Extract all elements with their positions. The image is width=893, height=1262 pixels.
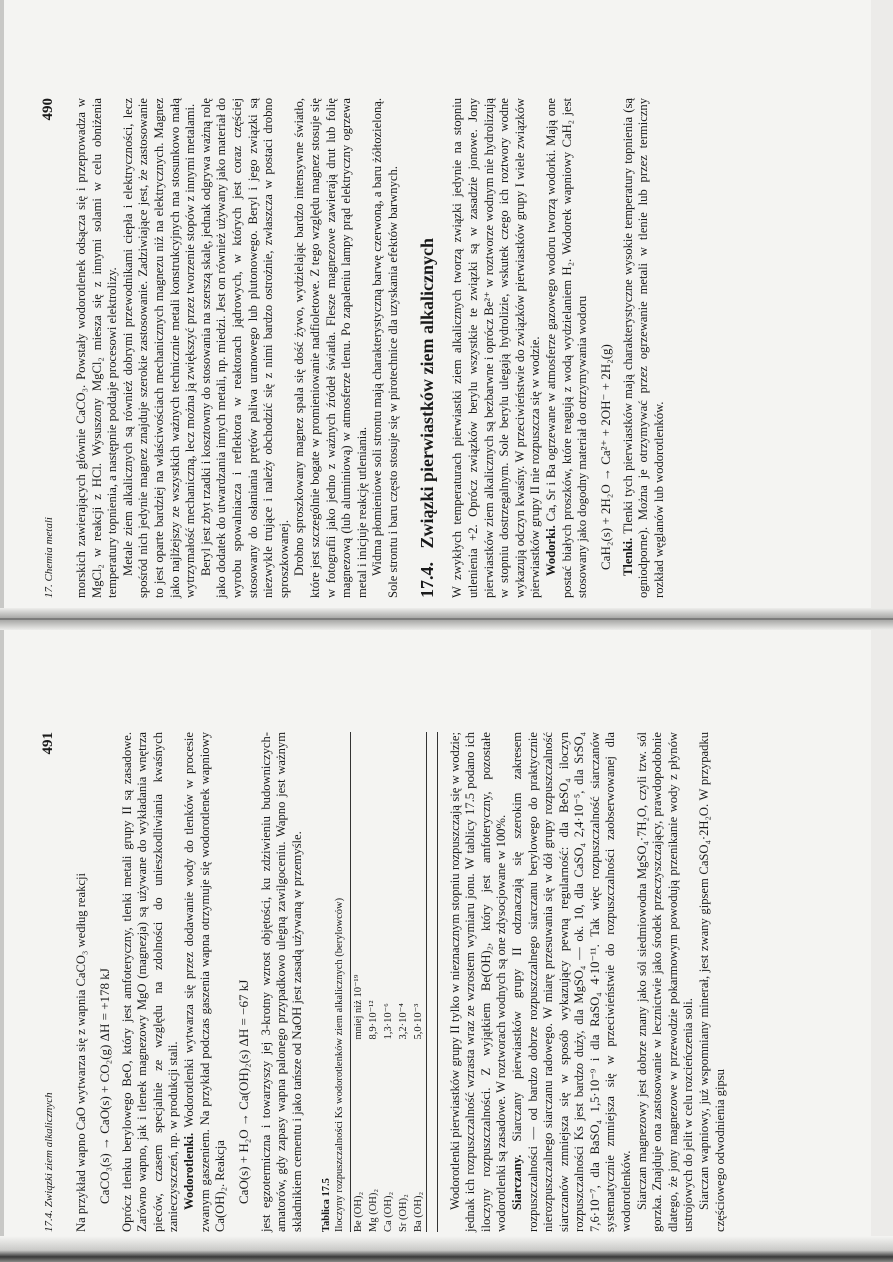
running-head xyxy=(40,98,62,598)
ksp-value-cell: 5,0·10⁻³ xyxy=(412,1003,424,1040)
paragraph-body: Ca, Sr i Ba ogrzewane w atmosferze gazowego wodoru tworzą wodorki. Mają one postać białych proszków, które reagują z wodą wydzielaniem H₂. Wodorek wapniowy CaH₂ jest stosowany jako dogodny materiał do otrzymywania wodoru xyxy=(544,98,590,598)
paragraph-wodorki xyxy=(544,98,591,598)
equation: CaH₂(s) + 2H₂O → Ca²⁺ + 2OH⁻ + 2H₂(g) xyxy=(597,344,613,570)
ksp-value-cell: 3,2·10⁻⁴ xyxy=(397,1003,409,1040)
run-in-heading: Wodorki. xyxy=(544,525,559,576)
paragraph: Beryl jest zbyt rzadki i kosztowny do stosowania na szerszą skalę, jednak odgrywa ważną rolę jako dodatek do utwardzania innych metali, np. miedzi. Jest on również używany jako materiał do wyrobu spowalniacza i reflektora w reaktorach jądrowych, w których jest coraz częściej stosowany do osłaniania prętów paliwa uranowego lub plutonowego. Beryl i jego związki są niezwykle trujące i należy obchodzić się z nimi bardzo ostrożnie, zwłaszcza w postaci drobno sproszkowanej. xyxy=(198,98,291,598)
paragraph-body: Wodorotlenki wytwarza się przez dodawanie wody do tlenków w procesie zwanym gaszeniem. Na przykład podczas gaszenia wapna otrzymuje się wodorotlenek wapniowy Ca(OH)₂. Reakcja xyxy=(181,732,228,1232)
paragraph: Siarczan magnezowy jest dobrze znany jako sól siedmiowodna MgSO₄·7H₂O, czyli tzw. sól gorzka. Znajduje ona zastosowanie w lecznictwie jako środek przeczyszczający, prawdopodobnie dlatego, że jony magnezowe w przewodzie pokarmowym powodują przenikanie wody z płynów ustrojowych do jelit w celu rozcieńczenia soli. xyxy=(634,732,696,1232)
ksp-value-cell: 8,9·10⁻¹² xyxy=(367,1000,379,1040)
paragraph-tlenki xyxy=(621,98,668,598)
scan-left-shadow xyxy=(0,0,4,1262)
running-head xyxy=(40,732,62,1232)
scan-bottom-edge xyxy=(0,1236,893,1262)
table-label: Tablica 17.5 xyxy=(320,1178,332,1232)
page-number: 490 xyxy=(40,98,56,121)
page-491 xyxy=(40,732,893,1232)
paragraph: Siarczan wapniowy, już wspomniany minerał, jest zwany gipsem CaSO₄·2H₂O. W przypadku częściowego odwodnienia gipsu xyxy=(697,732,727,1232)
divider xyxy=(437,732,438,1232)
table-title: Iloczyny rozpuszczalności Ks wodorotlenków ziem alkalicznych (berylowców) xyxy=(333,897,345,1232)
section-number: 17.4. xyxy=(417,562,438,598)
page-490 xyxy=(40,98,893,598)
ksp-value-cell: 1,3·10⁻⁶ xyxy=(382,1003,394,1040)
page-number: 491 xyxy=(40,732,56,755)
table-row xyxy=(350,732,366,1232)
table-row xyxy=(411,732,427,1232)
paragraph-body: Tlenki tych pierwiastków mają charakterystyczne wysokie temperatury topnienia (są ogniodporne). Można je otrzymywać przez ogrzewanie metali w tlenie lub przez termiczny rozkład węglanów lub wodorotlenków. xyxy=(620,98,666,598)
solubility-table xyxy=(350,732,427,1232)
run-in-heading: Siarczany. xyxy=(509,1154,524,1210)
book-gutter xyxy=(0,608,893,630)
table-row xyxy=(366,732,381,1232)
paragraph-siarczany xyxy=(510,732,635,1232)
table-row xyxy=(396,732,411,1232)
running-head-title: 17. Chemia metali xyxy=(43,517,55,598)
run-in-heading: Tlenki. xyxy=(620,537,635,576)
paragraph: Wodorotlenki pierwiastków grupy II tylko w nieznacznym stopniu rozpuszczają się w wodzie; jednak ich rozpuszczalność wzrasta wraz ze wzrostem wymiaru jonu. W tablicy 17.5 podano ich iloczyny rozpuszczalności. Z wyjątkiem Be(OH)₂, który jest amfoteryczny, pozostałe wodorotlenki są zasadowe. W roztworach wodnych są one zdysocjowane w 100%. xyxy=(447,732,509,1232)
paragraph: Oprócz tlenku berylowego BeO, który jest amfoteryczny, tlenki metali grupy II są zasadowe. Zarówno wapno, jak i tlenek magnezowy MgO (magnezja) są używane do wykładania wnętrza pieców, czasem specjalnie ze względu na zdolności do unieszkodliwiania kwaśnych zanieczyszczeń, np. w produkcji stali. xyxy=(119,732,181,1232)
paragraph: Na przykład wapno CaO wytwarza się z wapnia CaCO₃ według reakcji xyxy=(74,873,88,1232)
compound-cell: Mg (OH)₂ xyxy=(367,1188,379,1232)
compound-cell: Sr (OH)₂ xyxy=(397,1194,409,1232)
paragraph: jest egzotermiczna i towarzyszy jej 3-krotny wzrost objętości, ku zdziwieniu budowniczych-amatorów, gdy zapasy wapna palonego przypadkowo ulegną zawilgoceniu. Wapno jest ważnym składnikiem cementu i jako tańsze od NaOH jest zasadą używaną w przemyśle. xyxy=(258,732,304,1232)
table-caption xyxy=(320,732,346,1232)
running-head-title: 17.4. Związki ziem alkalicznych xyxy=(43,1092,55,1232)
equation: CaCO₃(s) → CaO(s) + CO₂(g) ΔH = +178 kJ xyxy=(96,968,112,1204)
paragraph: Drobno sproszkowany magnez spala się dość żywo, wydzielając bardzo intensywne światło, które jest szczególnie bogate w promieniowanie nadfioletowe. Z tego względu magnez stosuje się w fotografii jako jedno z ważnych źródeł światła. Flesze magnezowe zawierają drut lub folię magnezową (lub aluminiową) w atmosferze tlenu. Po zapaleniu lampy prąd elektryczny ogrzewa metal i inicjuje reakcję utleniania. xyxy=(292,98,369,598)
paragraph: Widma płomieniowe soli strontu mają charakterystyczną barwę czerwoną, a baru żółtozieloną. Sole strontu i baru często stosuje się w pirotechnice dla uzyskania efektów barwnych. xyxy=(370,98,400,598)
compound-cell: Ba (OH)₂ xyxy=(412,1191,424,1232)
equation: CaO(s) + H₂O → Ca(OH)₂(s) ΔH = −67 kJ xyxy=(235,979,251,1204)
compound-cell: Be (OH)₂ xyxy=(352,1191,364,1232)
paragraph: morskich zawierających głównie CaCO₃. Powstały wodorotlenek odsącza się i przeprowadza w MgCl₂ w reakcji z HCl. Wysuszony MgCl₂ miesza się z innymi solami w celu obniżenia temperatury topnienia, a następnie poddaje procesowi elektrolizy. xyxy=(74,98,120,598)
compound-cell: Ca (OH)₂ xyxy=(382,1191,394,1232)
run-in-heading: Wodorotlenki. xyxy=(181,1132,196,1210)
paragraph: W zwykłych temperaturach pierwiastki ziem alkalicznych tworzą związki jedynie na stopniu utlenienia +2. Oprócz związków berylu wszystkie te związki są w zasadzie jonowe. Jony pierwiastków ziem alkalicznych są bezbarwne i oprócz Be²⁺ w roztworze wodnym nie hydrolizują w stopniu dostrzegalnym. Sole berylu ulegają hydrolizie, wskutek czego ich roztwory wodne wykazują odczyn kwaśny. W przeciwieństwie do związków pierwiastków grupy I wiele związków pierwiastków grupy II nie rozpuszcza się w wodzie. xyxy=(450,98,543,598)
section-title: Związki pierwiastków ziem alkalicznych xyxy=(417,238,438,549)
section-heading xyxy=(417,98,438,598)
ksp-value-cell: mniej niż 10⁻¹⁹ xyxy=(352,974,364,1040)
paragraph-body: Siarczany pierwiastków grupy II odznaczają się szerokim zakresem rozpuszczalności — od bardzo dobrze rozpuszczalnego siarczanu berylowego do praktycznie nierozpuszczalnego siarczanu radowego. W miarę przesuwania się w dół grupy rozpuszczalność siarczanów zmniejsza się w sposób wykazujący pewną regularność: dla BeSO₄ iloczyn rozpuszczalności Ks jest bardzo duży, dla MgSO₄ — ok. 10, dla CaSO₄ 2,4·10⁻⁵, dla SrSO₄ 7,6·10⁻⁷, dla BaSO₄ 1,5·10⁻⁹ i dla RaSO₄ 4·10⁻¹¹. Tak więc rozpuszczalność siarczanów systematycznie zmniejsza się w przeciwieństwie do rozpuszczalności zaobserwowanej dla wodorotlenków. xyxy=(509,732,634,1232)
paragraph-wodorotlenki xyxy=(182,732,229,1232)
paragraph: Metale ziem alkalicznych są również dobrymi przewodnikami ciepła i elektryczności, lecz spośród nich jedynie magnez znajduje szerokie zastosowanie. Zadziwiające jest, że zastosowanie to jest oparte bardziej na właściwościach mechanicznych magnezu niż na elektrycznych. Magnez jako najlżejszy ze wszystkich ważnych technicznie metali konstrukcyjnych ma stosunkowo małą wytrzymałość mechaniczną, lecz można ją zwiększyć przez tworzenie stopów z innymi metalami. xyxy=(120,98,198,598)
table-row xyxy=(381,732,396,1232)
